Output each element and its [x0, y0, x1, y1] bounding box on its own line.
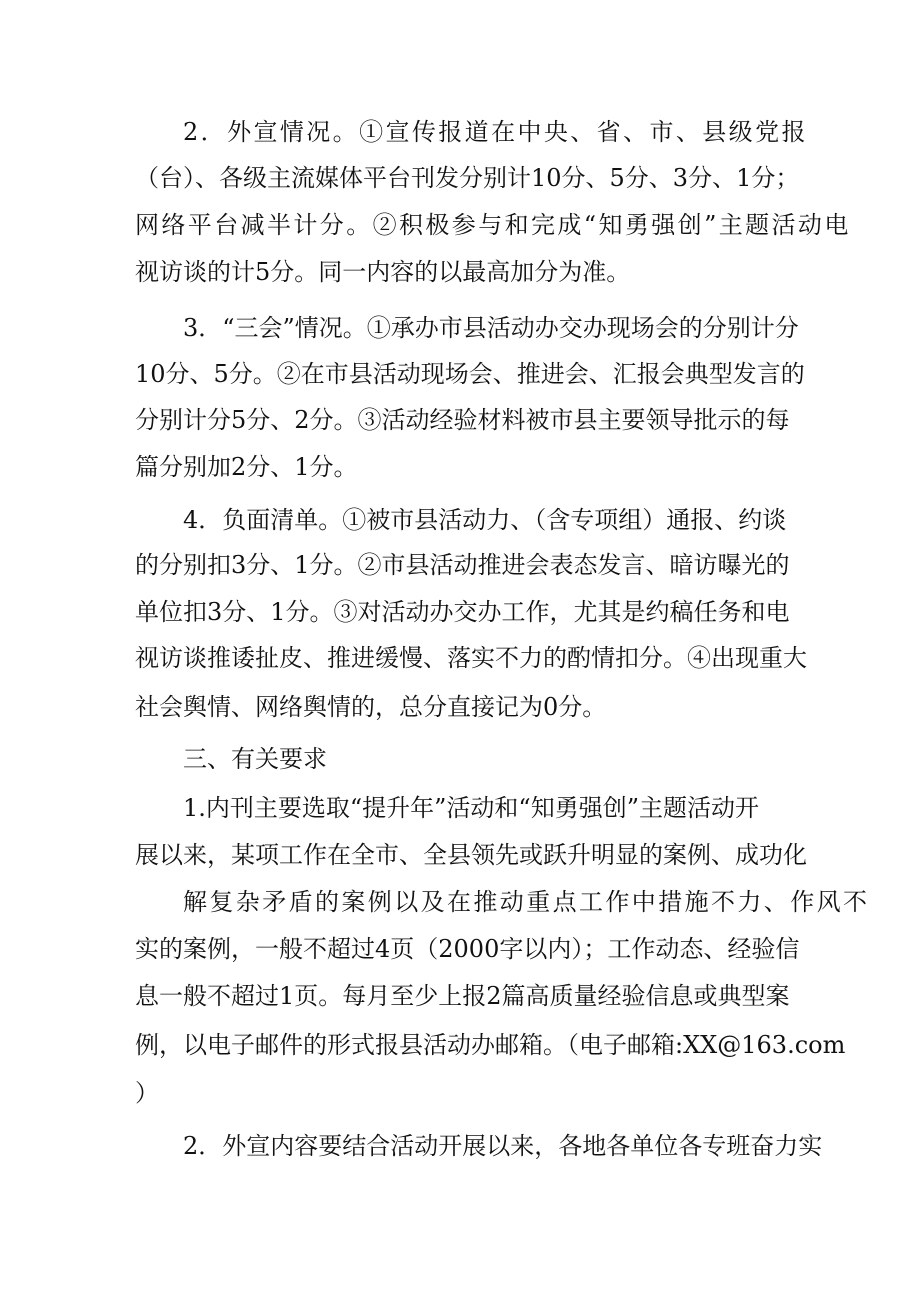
text-line: 展以来，某项工作在全市、全县领先或跃升明显的案例、成功化	[135, 841, 807, 869]
text-line: 2．外宣内容要结合活动开展以来，各地各单位各专班奋力实	[183, 1132, 823, 1160]
text-line: 10分、5分。②在市县活动现场会、推进会、汇报会典型发言的	[135, 360, 805, 388]
text-line: 2．外宣情况。①宣传报道在中央、省、市、县级党报	[183, 118, 808, 146]
text-line: 网络平台减半计分。②积极参与和完成“知勇强创”主题活动电	[135, 211, 851, 239]
text-line: 视访谈的计5分。同一内容的以最高加分为准。	[135, 258, 631, 286]
text-line: 4．负面清单。①被市县活动力、（含专项组）通报、约谈	[183, 506, 787, 534]
text-line: 解复杂矛盾的案例以及在推动重点工作中措施不力、作风不	[183, 888, 870, 916]
text-line: 的分别扣3分、1分。②市县活动推进会表态发言、暗访曝光的	[135, 551, 790, 579]
text-line: （台）、各级主流媒体平台刊发分别计10分、5分、3分、1分；	[135, 164, 800, 192]
text-line: 例，以电子邮件的形式报县活动办邮箱。（电子邮箱:XX@163.com	[135, 1031, 846, 1059]
text-line: 视访谈推诿扯皮、推进缓慢、落实不力的酌情扣分。④出现重大	[135, 644, 807, 672]
text-line: ）	[135, 1079, 159, 1107]
text-line: 社会舆情、网络舆情的，总分直接记为0分。	[135, 693, 607, 721]
text-line: 单位扣3分、1分。③对活动办交办工作，尤其是约稿任务和电	[135, 598, 790, 626]
text-line: 篇分别加2分、1分。	[135, 453, 358, 481]
text-line: 1.内刊主要选取“提升年”活动和“知勇强创”主题活动开	[183, 794, 759, 822]
section-heading: 三、有关要求	[183, 745, 327, 773]
text-line: 3．“三会”情况。①承办市县活动办交办现场会的分别计分	[183, 314, 799, 342]
text-line: 分别计分5分、2分。③活动经验材料被市县主要领导批示的每	[135, 406, 790, 434]
text-line: 实的案例，一般不超过4页（2000字以内）；工作动态、经验信	[135, 935, 800, 963]
text-line: 息一般不超过1页。每月至少上报2篇高质量经验信息或典型案	[135, 982, 790, 1010]
